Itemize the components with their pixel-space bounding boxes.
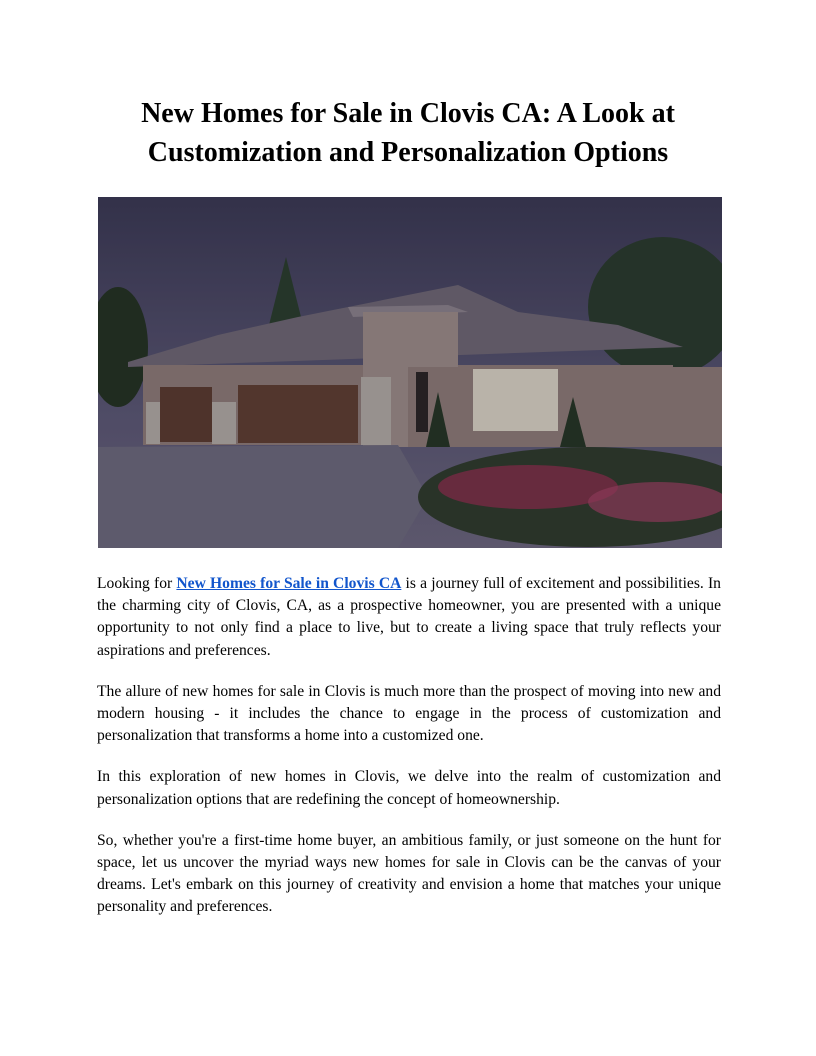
paragraph: So, whether you're a first-time home buyer, an ambitious family, or just someone on the hunt for space, let us uncover the myriad ways new homes for sale in Clovis can be the canvas of your dreams. Let's embark on this journey of creativity and envision a home that matches your unique personality and preferences.	[97, 831, 721, 916]
clovis-homes-link[interactable]: New Homes for Sale in Clovis CA	[176, 575, 402, 592]
house-photo	[98, 197, 722, 548]
paragraph: In this exploration of new homes in Clovis, we delve into the realm of customization and personalization options that are redefining the concept of homeownership.	[97, 768, 721, 808]
page-title: New Homes for Sale in Clovis CA: A Look at Customization and Personalization Options	[141, 98, 675, 168]
intro-text-before: Looking for	[97, 575, 177, 592]
paragraph: The allure of new homes for sale in Clovis is much more than the prospect of moving into new and modern housing - it includes the chance to engage in the process of customization and personalization that transforms a home into a customized one.	[97, 682, 721, 745]
paragraph-intro	[97, 573, 721, 662]
article-body	[97, 573, 721, 938]
intro-text-after: is a journey full of excitement and possibilities. In the charming city of Clovis, CA, as a prospective homeowner, you are presented with a unique opportunity to not only find a place to live, but to create a living space that truly reflects your aspirations and preferences.	[97, 575, 721, 659]
